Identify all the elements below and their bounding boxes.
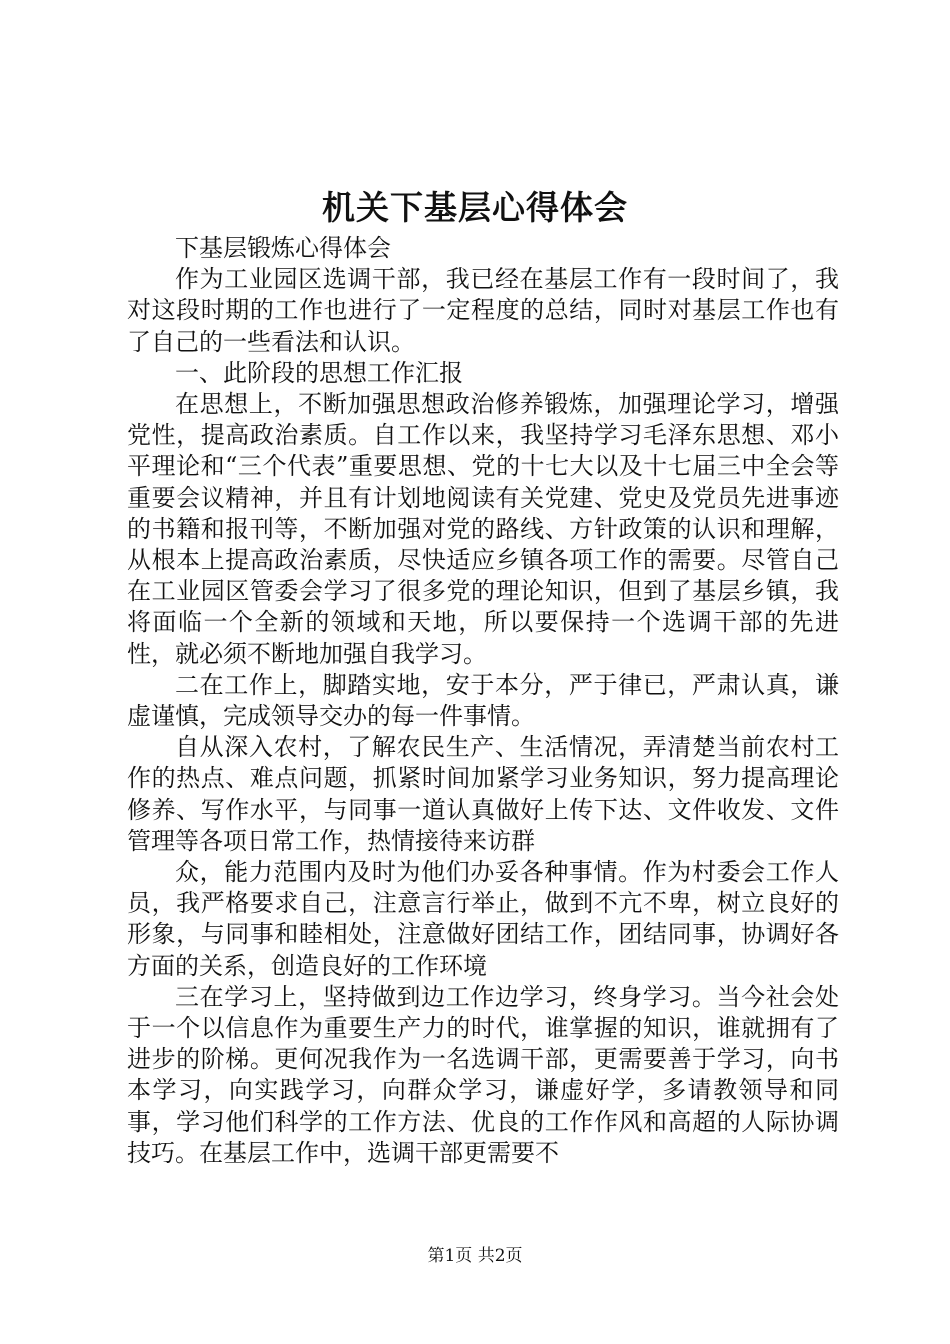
document-title: 机关下基层心得体会 bbox=[322, 188, 628, 227]
paragraph-thought: 在思想上，不断加强思想政治修养锻炼，加强理论学习，增强党性，提高政治素质。自工作以来，我坚持学习毛泽东思想、邓小平理论和“三个代表”重要思想、党的十七大以及十七届三中全会等重要会议精神，并且有计划地阅读有关党建、党史及党员先进事迹的书籍和报刊等，不断加强对党的路线、方针政策的认识和理解，从根本上提高政治素质，尽快适应乡镇各项工作的需要。尽管自己在工业园区管委会学习了很多党的理论知识，但到了基层乡镇，我将面临一个全新的领域和天地，所以要保持一个选调干部的先进性，就必须不断地加强自我学习。 bbox=[127, 390, 839, 668]
paragraph-work: 二在工作上，脚踏实地，安于本分，严于律已，严肃认真，谦虚谨慎，完成领导交办的每一件事情。 bbox=[127, 670, 839, 731]
paragraph-masses: 众，能力范围内及时为他们办妥各种事情。作为村委会工作人员，我严格要求自己，注意言行举止，做到不亢不卑，树立良好的形象，与同事和睦相处，注意做好团结工作，团结同事，协调好各方面的关系，创造良好的工作环境 bbox=[127, 858, 839, 980]
paragraph-subtitle: 下基层锻炼心得体会 bbox=[175, 234, 391, 262]
page-footer: 第1页 共2页 bbox=[427, 1246, 523, 1266]
paragraph-intro: 作为工业园区选调干部，我已经在基层工作有一段时间了，我对这段时期的工作也进行了一定程度的总结，同时对基层工作也有了自己的一些看法和认识。 bbox=[127, 265, 839, 356]
paragraph-study: 三在学习上，坚持做到边工作边学习，终身学习。当今社会处于一个以信息作为重要生产力的时代，谁掌握的知识，谁就拥有了进步的阶梯。更何况我作为一名选调干部，更需要善于学习，向书本学习，向实践学习，向群众学习，谦虚好学，多请教领导和同事，学习他们科学的工作方法、优良的工作作风和高超的人际协调技巧。在基层工作中，选调干部更需要不 bbox=[127, 982, 839, 1167]
paragraph-section-heading: 一、此阶段的思想工作汇报 bbox=[175, 358, 463, 387]
paragraph-rural: 自从深入农村，了解农民生产、生活情况，弄清楚当前农村工作的热点、难点问题，抓紧时间加紧学习业务知识，努力提高理论修养、写作水平，与同事一道认真做好上传下达、文件收发、文件管理等各项日常工作，热情接待来访群 bbox=[127, 733, 839, 855]
document-body bbox=[127, 233, 839, 1169]
